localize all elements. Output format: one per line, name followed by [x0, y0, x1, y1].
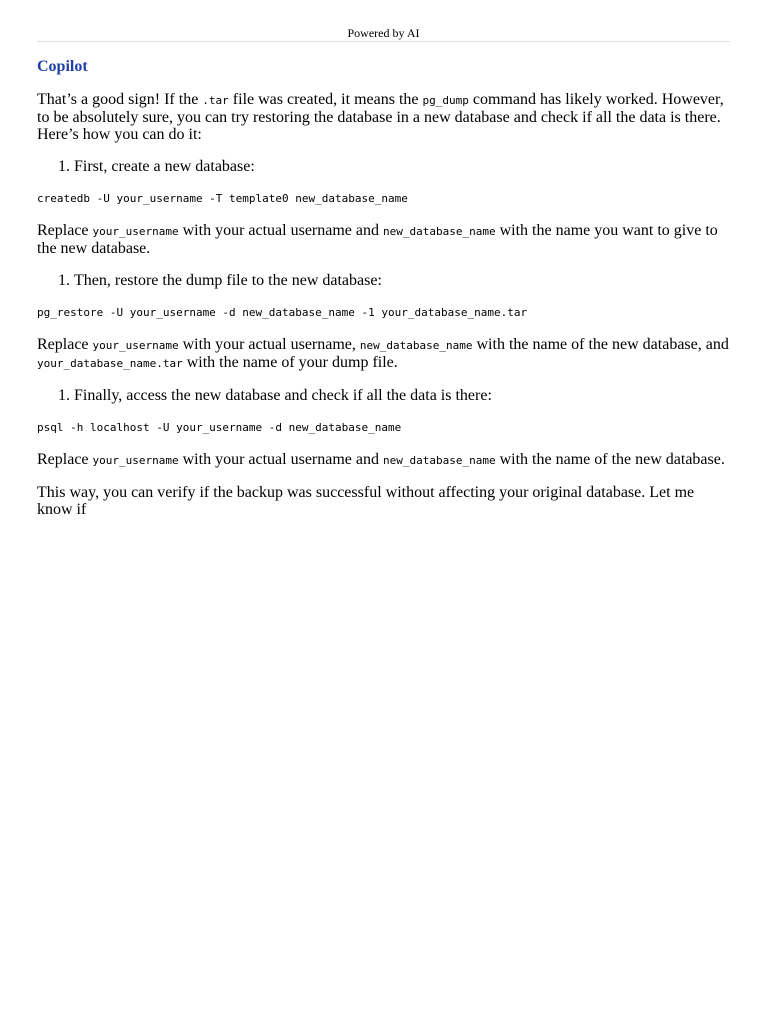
text-span: with your actual username and — [178, 222, 383, 239]
text-span: Replace — [37, 336, 93, 353]
inline-code: .tar — [202, 94, 229, 107]
text-span: That’s a good sign! If the — [37, 91, 203, 108]
code-block: pg_restore -U your_username -d new_database_name -1 your_database_name.tar — [37, 306, 528, 319]
step-item: 1. First, create a new database: — [74, 158, 730, 175]
closing-paragraph: This way, you can verify if the backup was successful without affecting your original database. Let me know if — [37, 484, 695, 518]
text-span: with your actual username, — [178, 336, 360, 353]
inline-code: pg_dump — [422, 94, 469, 107]
inline-code: your_username — [92, 225, 179, 238]
step-list — [37, 387, 730, 404]
text-span: command has likely worked. However, to be absolutely sure, you can try restoring the database in a new database and check if all the data is there. Here’s how you can do it: — [37, 91, 724, 143]
explanation-paragraph — [37, 451, 730, 469]
inline-code: your_database_name.tar — [37, 357, 183, 370]
code-block: psql -h localhost -U your_username -d new_database_name — [37, 421, 402, 434]
inline-code: new_database_name — [383, 454, 496, 467]
explanation-paragraph — [37, 222, 730, 257]
message-body — [37, 57, 730, 533]
text-span: Replace — [37, 222, 93, 239]
step-list — [37, 272, 730, 289]
step-list — [37, 158, 730, 175]
inline-code: your_username — [92, 454, 179, 467]
powered-by-label: Powered by AI — [347, 26, 420, 40]
text-span: with the name you want to give to the new database. — [37, 222, 718, 257]
step-item: 1. Finally, access the new database and check if all the data is there: — [74, 387, 730, 404]
text-span: with the name of the new database. — [495, 451, 725, 468]
text-span: with your actual username and — [178, 451, 383, 468]
header-divider — [37, 41, 730, 42]
code-block: createdb -U your_username -T template0 new_database_name — [37, 192, 408, 205]
inline-code: new_database_name — [359, 339, 473, 352]
sender-name: Copilot — [37, 58, 88, 75]
intro-paragraph — [37, 91, 730, 143]
text-span: file was created, it means the — [228, 91, 423, 108]
inline-code: your_username — [92, 339, 179, 352]
inline-code: new_database_name — [383, 225, 496, 238]
text-span: with the name of the new database, and — [472, 336, 729, 353]
step-item: 1. Then, restore the dump file to the new database: — [74, 272, 730, 289]
text-span: with the name of your dump file. — [182, 354, 398, 371]
text-span: Replace — [37, 451, 93, 468]
explanation-paragraph — [37, 336, 730, 372]
